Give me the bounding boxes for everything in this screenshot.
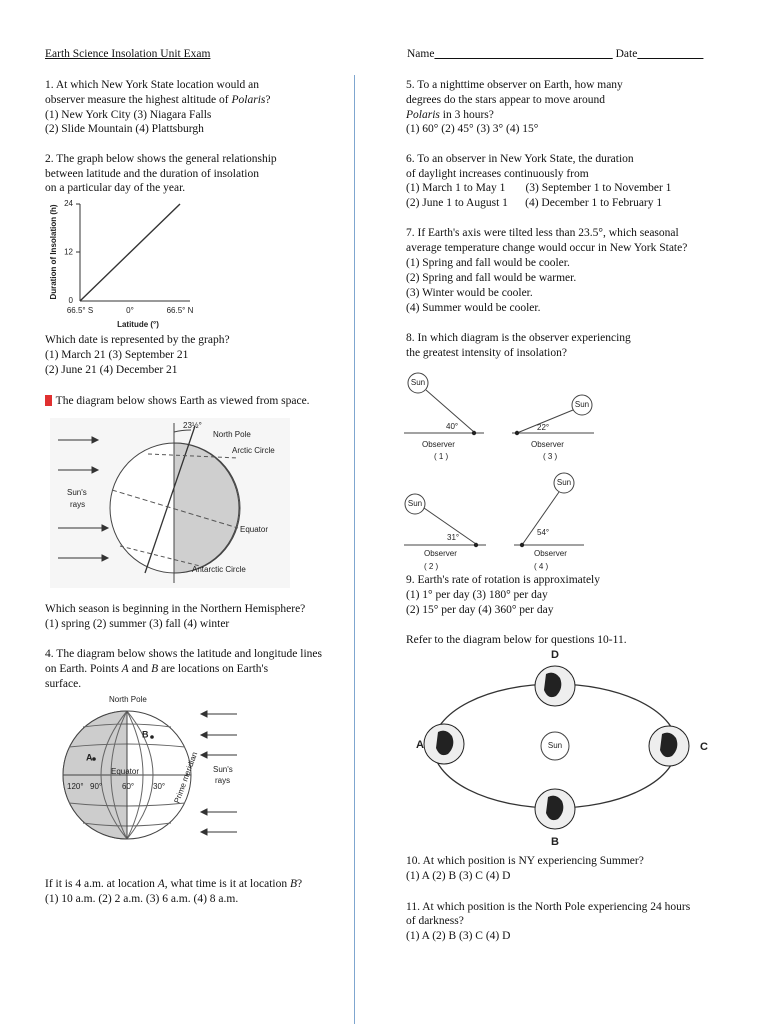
q2-question: Which date is represented by the graph?: [45, 334, 230, 346]
q2-line3: on a particular day of the year.: [45, 182, 186, 194]
q11-line1: 11. At which position is the North Pole experiencing 24 hours: [406, 901, 691, 913]
q7-option-1: (1) Spring and fall would be cooler.: [406, 257, 570, 269]
q2-option-b: (2) June 21 (4) December 21: [45, 364, 178, 376]
sun-label-4: Sun: [556, 478, 572, 488]
longitude-90: 90°: [90, 782, 103, 792]
q3-intro: 3 The diagram below shows Earth as viewed from space.: [45, 395, 310, 407]
axis-angle-label: 23½°: [183, 421, 202, 431]
q2-line1: 2. The graph below shows the general relationship: [45, 153, 277, 165]
name-date-fields[interactable]: [407, 47, 703, 61]
q10-question: 10. At which position is NY experiencing Summer?: [406, 855, 644, 867]
q5-options: (1) 60° (2) 45° (3) 3° (4) 15°: [406, 123, 539, 135]
q7-option-4: (4) Summer would be cooler.: [406, 302, 541, 314]
position-d-label: D: [551, 648, 559, 661]
q1-option-a: (1) New York City (3) Niagara Falls: [45, 109, 212, 121]
point-a-label: A: [86, 752, 93, 763]
graph-ytick-label: 0: [68, 296, 73, 306]
diagram-number-4: ( 4 ): [534, 562, 549, 572]
q6-line2: of daylight increases continuously from: [406, 168, 589, 180]
sun-angle-diagrams: [404, 368, 604, 578]
graph-ytick-label: 24: [64, 199, 73, 209]
q5-line1: 5. To a nighttime observer on Earth, how many: [406, 79, 623, 91]
q2-line2: between latitude and the duration of insolation: [45, 168, 259, 180]
column-divider: [354, 75, 355, 1024]
diagram-number-1: ( 1 ): [434, 452, 449, 462]
longitude-60: 60°: [122, 782, 135, 792]
q5-line2: degrees do the stars appear to move around: [406, 94, 605, 106]
graph-data-line: [80, 204, 180, 301]
graph-xtick-label: 0°: [126, 306, 134, 316]
q5-line3: Polaris in 3 hours?: [406, 109, 494, 121]
angle-label-2: 31°: [447, 533, 460, 543]
observer-label-4: Observer: [534, 549, 567, 559]
suns-rays-label-3: Sun's: [213, 765, 233, 775]
position-b-label: B: [551, 835, 559, 848]
graph-ytick-label: 12: [64, 247, 73, 257]
prime-meridian-label: Prime meridian: [172, 750, 200, 805]
q3-options: (1) spring (2) summer (3) fall (4) winter: [45, 618, 230, 630]
q4-options: (1) 10 a.m. (2) 2 a.m. (3) 6 a.m. (4) 8 a.m.: [45, 893, 239, 905]
north-pole-label-2: North Pole: [109, 695, 147, 705]
graph-ylabel: Duration of Insolation (h): [49, 204, 59, 300]
north-pole-label: North Pole: [213, 430, 251, 440]
q6-option-a: (1) March 1 to May 1 (3) September 1 to November 1: [406, 182, 672, 194]
diagram-number-3: ( 3 ): [543, 452, 558, 462]
suns-rays-label-2: rays: [70, 500, 86, 510]
q4-line2: on Earth. Points A and B are locations on Earth's: [45, 663, 269, 675]
name-label: Name: [407, 48, 435, 60]
q3-question: Which season is beginning in the Northern Hemisphere?: [45, 603, 306, 615]
equator-label-2: Equator: [111, 767, 140, 777]
orbit-sun-label: Sun: [547, 741, 563, 751]
position-a-label: A: [416, 738, 424, 751]
q9-line1: 9. Earth's rate of rotation is approximately: [406, 574, 601, 586]
exam-title: Earth Science Insolation Unit Exam: [45, 48, 211, 60]
q1-line2: observer measure the highest altitude of Polaris?: [45, 94, 271, 106]
angle-label-4: 54°: [537, 528, 550, 538]
sun-label-2: Sun: [407, 499, 423, 509]
position-c-label: C: [700, 740, 708, 753]
earth-space-diagram: [50, 418, 290, 588]
q4-line1: 4. The diagram below shows the latitude and longitude lines: [45, 648, 323, 660]
suns-rays-label-4: rays: [215, 776, 231, 786]
longitude-120: 120°: [67, 782, 84, 792]
date-label: Date: [615, 48, 638, 60]
q7-line1: 7. If Earth's axis were tilted less than 23.5°, which seasonal: [406, 227, 679, 239]
q9-option-b: (2) 15° per day (4) 360° per day: [406, 604, 554, 616]
q7-option-2: (2) Spring and fall would be warmer.: [406, 272, 577, 284]
observer-label-2: Observer: [424, 549, 457, 559]
q10-options: (1) A (2) B (3) C (4) D: [406, 870, 511, 882]
q8-line2: the greatest intensity of insolation?: [406, 347, 567, 359]
observer-label-1: Observer: [422, 440, 455, 450]
longitude-30: 30°: [153, 782, 166, 792]
latitude-longitude-diagram: [55, 693, 255, 853]
q6-line1: 6. To an observer in New York State, the duration: [406, 153, 634, 165]
q8-line1: 8. In which diagram is the observer experiencing: [406, 332, 631, 344]
suns-rays-label-1: Sun's: [67, 488, 87, 498]
graph-xtick-label: 66.5° N: [166, 306, 194, 316]
insolation-graph: [40, 194, 210, 334]
graph-xtick-label: 66.5° S: [66, 306, 94, 316]
graph-xlabel: Latitude (°): [117, 320, 159, 330]
antarctic-circle-label: Antarctic Circle: [192, 565, 246, 575]
q7-line2: average temperature change would occur in New York State?: [406, 242, 688, 254]
q4-line3: surface.: [45, 678, 82, 690]
q1-option-b: (2) Slide Mountain (4) Plattsburgh: [45, 123, 204, 135]
q2-option-a: (1) March 21 (3) September 21: [45, 349, 189, 361]
sun-label-1: Sun: [410, 378, 426, 388]
angle-label-1: 40°: [446, 422, 459, 432]
q4-question: If it is 4 a.m. at location A, what time is it at location B?: [45, 878, 303, 890]
diagram-number-2: ( 2 ): [424, 562, 439, 572]
angle-label-3: 22°: [537, 423, 550, 433]
sun-label-3: Sun: [574, 400, 590, 410]
q11-line2: of darkness?: [406, 915, 464, 927]
q9-option-a: (1) 1° per day (3) 180° per day: [406, 589, 548, 601]
highlight-marker: 3: [45, 395, 52, 406]
q6-option-b: (2) June 1 to August 1 (4) December 1 to February 1: [406, 197, 663, 209]
point-b-label: B: [142, 729, 149, 740]
refer-diagram-text: Refer to the diagram below for questions 10-11.: [406, 634, 627, 646]
arctic-circle-label: Arctic Circle: [232, 446, 275, 456]
q1-line1: 1. At which New York State location would an: [45, 79, 260, 91]
q7-option-3: (3) Winter would be cooler.: [406, 287, 533, 299]
earth-orbit-diagram: [408, 646, 718, 851]
q11-options: (1) A (2) B (3) C (4) D: [406, 930, 511, 942]
observer-label-3: Observer: [531, 440, 564, 450]
equator-label: Equator: [240, 525, 269, 535]
